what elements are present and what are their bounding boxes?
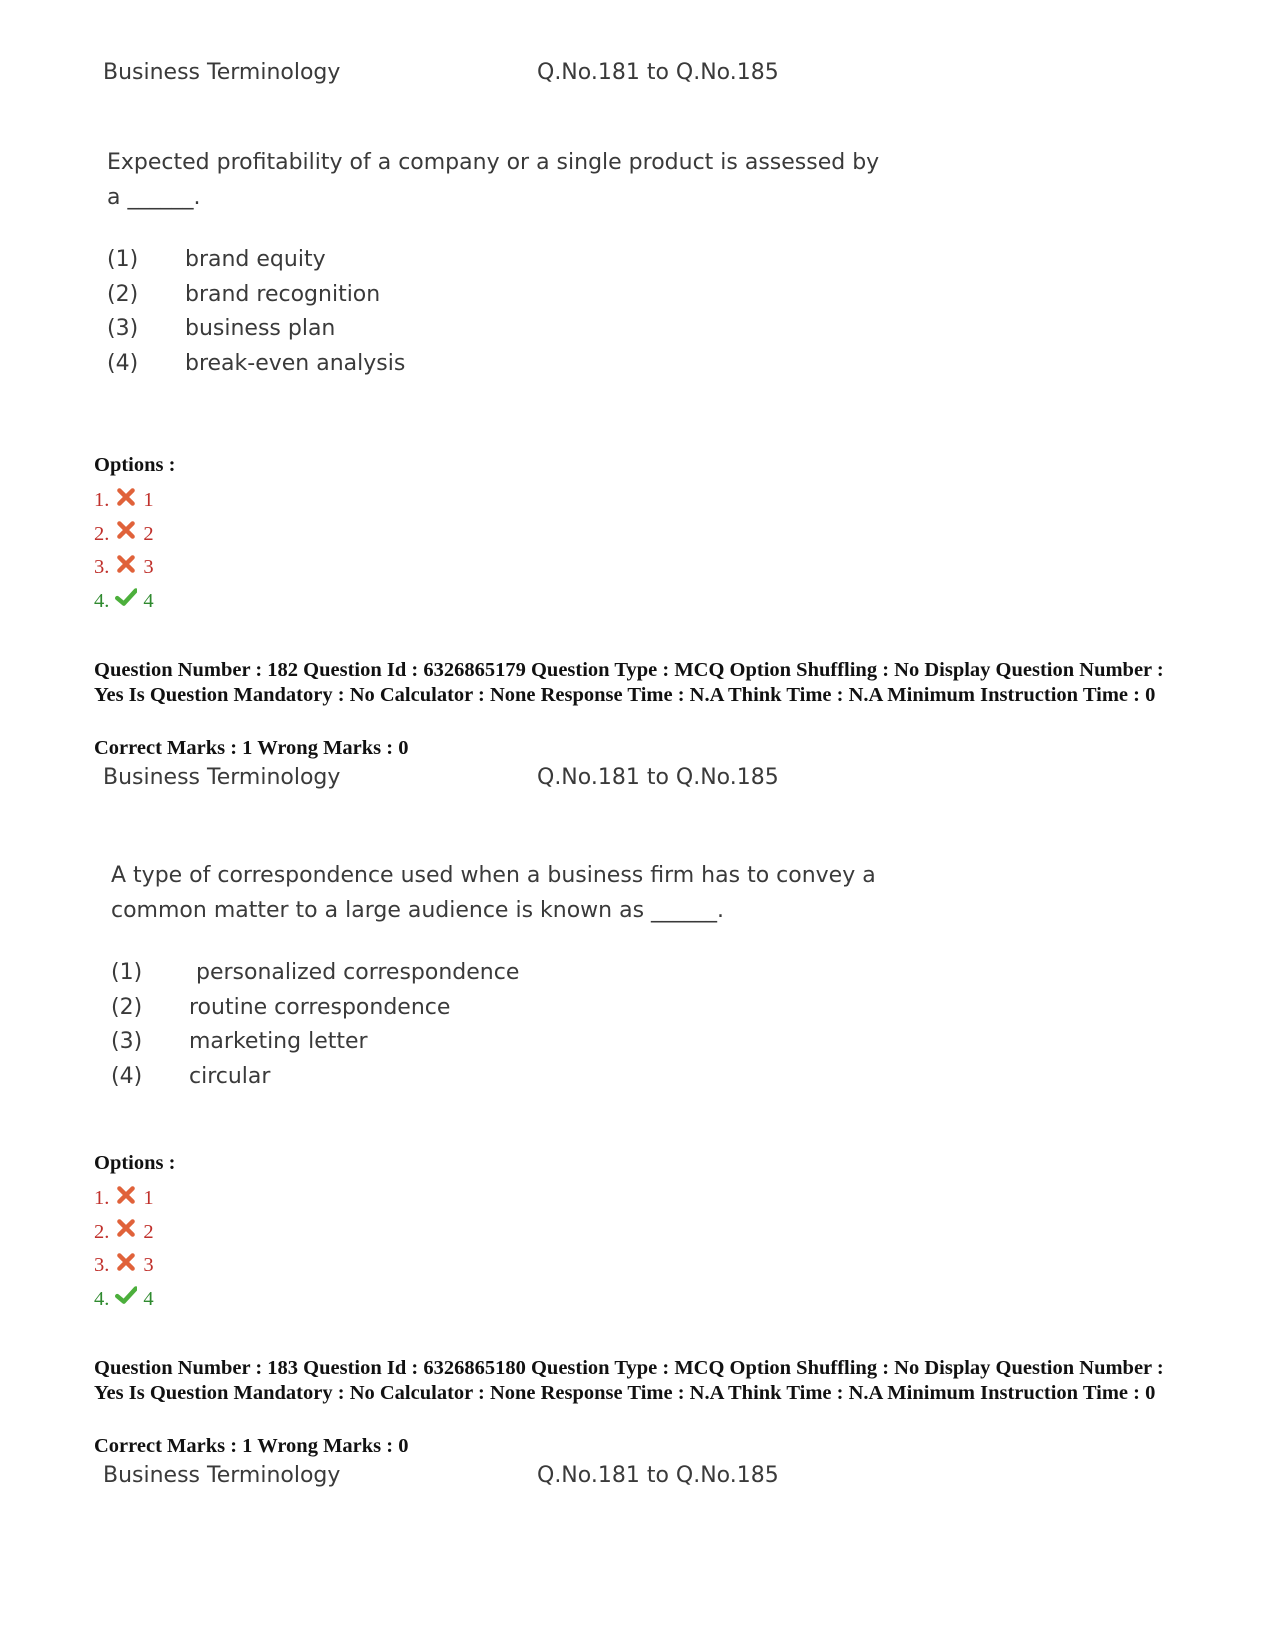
- options-list: [94, 1182, 154, 1316]
- option-index: 4.: [94, 589, 110, 612]
- choice-number: (1): [107, 247, 139, 272]
- choice-label: marketing letter: [189, 1029, 368, 1054]
- choice-label: personalized correspondence: [189, 960, 520, 985]
- choice-item: [111, 1060, 1011, 1095]
- option-value: 2: [143, 1220, 154, 1243]
- answer-choices: [111, 956, 1011, 1094]
- option-index: 3.: [94, 1254, 110, 1276]
- option-index: 1.: [94, 1187, 110, 1209]
- option-index: 2.: [94, 1220, 110, 1243]
- option-index: 3.: [94, 556, 110, 578]
- option-row: [94, 1283, 154, 1317]
- choice-label: brand equity: [185, 247, 326, 272]
- choice-item: [107, 278, 1007, 313]
- option-row: [94, 1249, 154, 1283]
- marks-line: Correct Marks : 1 Wrong Marks : 0: [94, 737, 409, 759]
- option-row: [94, 585, 154, 619]
- cross-icon: [115, 1184, 137, 1206]
- option-row: [94, 1182, 154, 1216]
- question-181: [107, 145, 1007, 381]
- marks-line: Correct Marks : 1 Wrong Marks : 0: [94, 1435, 409, 1457]
- answer-choices: [107, 243, 1007, 381]
- option-index: 4.: [94, 1287, 110, 1310]
- option-row: [94, 518, 154, 552]
- options-list: [94, 484, 154, 618]
- option-row: [94, 551, 154, 585]
- choice-item: [111, 991, 1011, 1026]
- option-index: 2.: [94, 522, 110, 545]
- choice-number: (4): [111, 1063, 143, 1089]
- checkmark-icon: [115, 1284, 137, 1306]
- cross-icon: [115, 1251, 137, 1273]
- section-header: [103, 1463, 823, 1497]
- choice-item: [107, 347, 1007, 382]
- question-range: Q.No.181 to Q.No.185: [537, 765, 779, 790]
- choice-number: (1): [111, 960, 143, 985]
- choice-item: [107, 312, 1007, 347]
- question-text: Expected profitability of a company or a single product is assessed by a ______.: [107, 150, 880, 210]
- subject-title: Business Terminology: [103, 765, 341, 790]
- question-metadata: Question Number : 182 Question Id : 6326865179 Question Type : MCQ Option Shuffling : No Display Question Number : Yes Is Question Mandatory : No Calculator : None Response Time : N.A Think Time : N.A Minimum Instruction Time : 0: [94, 659, 1164, 706]
- choice-number: (3): [107, 316, 139, 341]
- question-182: [111, 858, 1011, 1094]
- question-text: A type of correspondence used when a business firm has to convey a common matter to a large audience is known as ______.: [111, 863, 876, 923]
- subject-title: Business Terminology: [103, 1463, 341, 1488]
- choice-number: (3): [111, 1029, 143, 1054]
- option-value: 3: [143, 1254, 154, 1276]
- question-range: Q.No.181 to Q.No.185: [537, 60, 779, 85]
- option-index: 1.: [94, 489, 110, 511]
- choice-item: [107, 243, 1007, 278]
- question-metadata: Question Number : 183 Question Id : 6326865180 Question Type : MCQ Option Shuffling : No Display Question Number : Yes Is Question Mandatory : No Calculator : None Response Time : N.A Think Time : N.A Minimum Instruction Time : 0: [94, 1357, 1164, 1404]
- section-header: [103, 765, 823, 799]
- option-row: [94, 484, 154, 518]
- cross-icon: [115, 486, 137, 508]
- question-range: Q.No.181 to Q.No.185: [537, 1463, 779, 1488]
- option-value: 1: [143, 489, 154, 511]
- choice-label: break-even analysis: [185, 350, 406, 376]
- choice-item: [111, 956, 1011, 991]
- option-value: 2: [143, 522, 154, 545]
- cross-icon: [115, 519, 137, 541]
- section-header: [103, 60, 823, 94]
- option-row: [94, 1216, 154, 1250]
- cross-icon: [115, 553, 137, 575]
- subject-title: Business Terminology: [103, 60, 341, 85]
- choice-number: (2): [111, 994, 143, 1020]
- choice-label: routine correspondence: [189, 994, 451, 1020]
- options-heading: Options :: [94, 454, 176, 476]
- checkmark-icon: [115, 586, 137, 608]
- choice-item: [111, 1025, 1011, 1060]
- choice-label: brand recognition: [185, 281, 381, 307]
- choice-label: circular: [189, 1063, 271, 1089]
- options-heading: Options :: [94, 1152, 176, 1174]
- option-value: 1: [143, 1187, 154, 1209]
- choice-number: (4): [107, 350, 139, 376]
- cross-icon: [115, 1217, 137, 1239]
- option-value: 4: [143, 1287, 154, 1310]
- option-value: 4: [143, 589, 154, 612]
- option-value: 3: [143, 556, 154, 578]
- choice-label: business plan: [185, 316, 336, 341]
- choice-number: (2): [107, 281, 139, 307]
